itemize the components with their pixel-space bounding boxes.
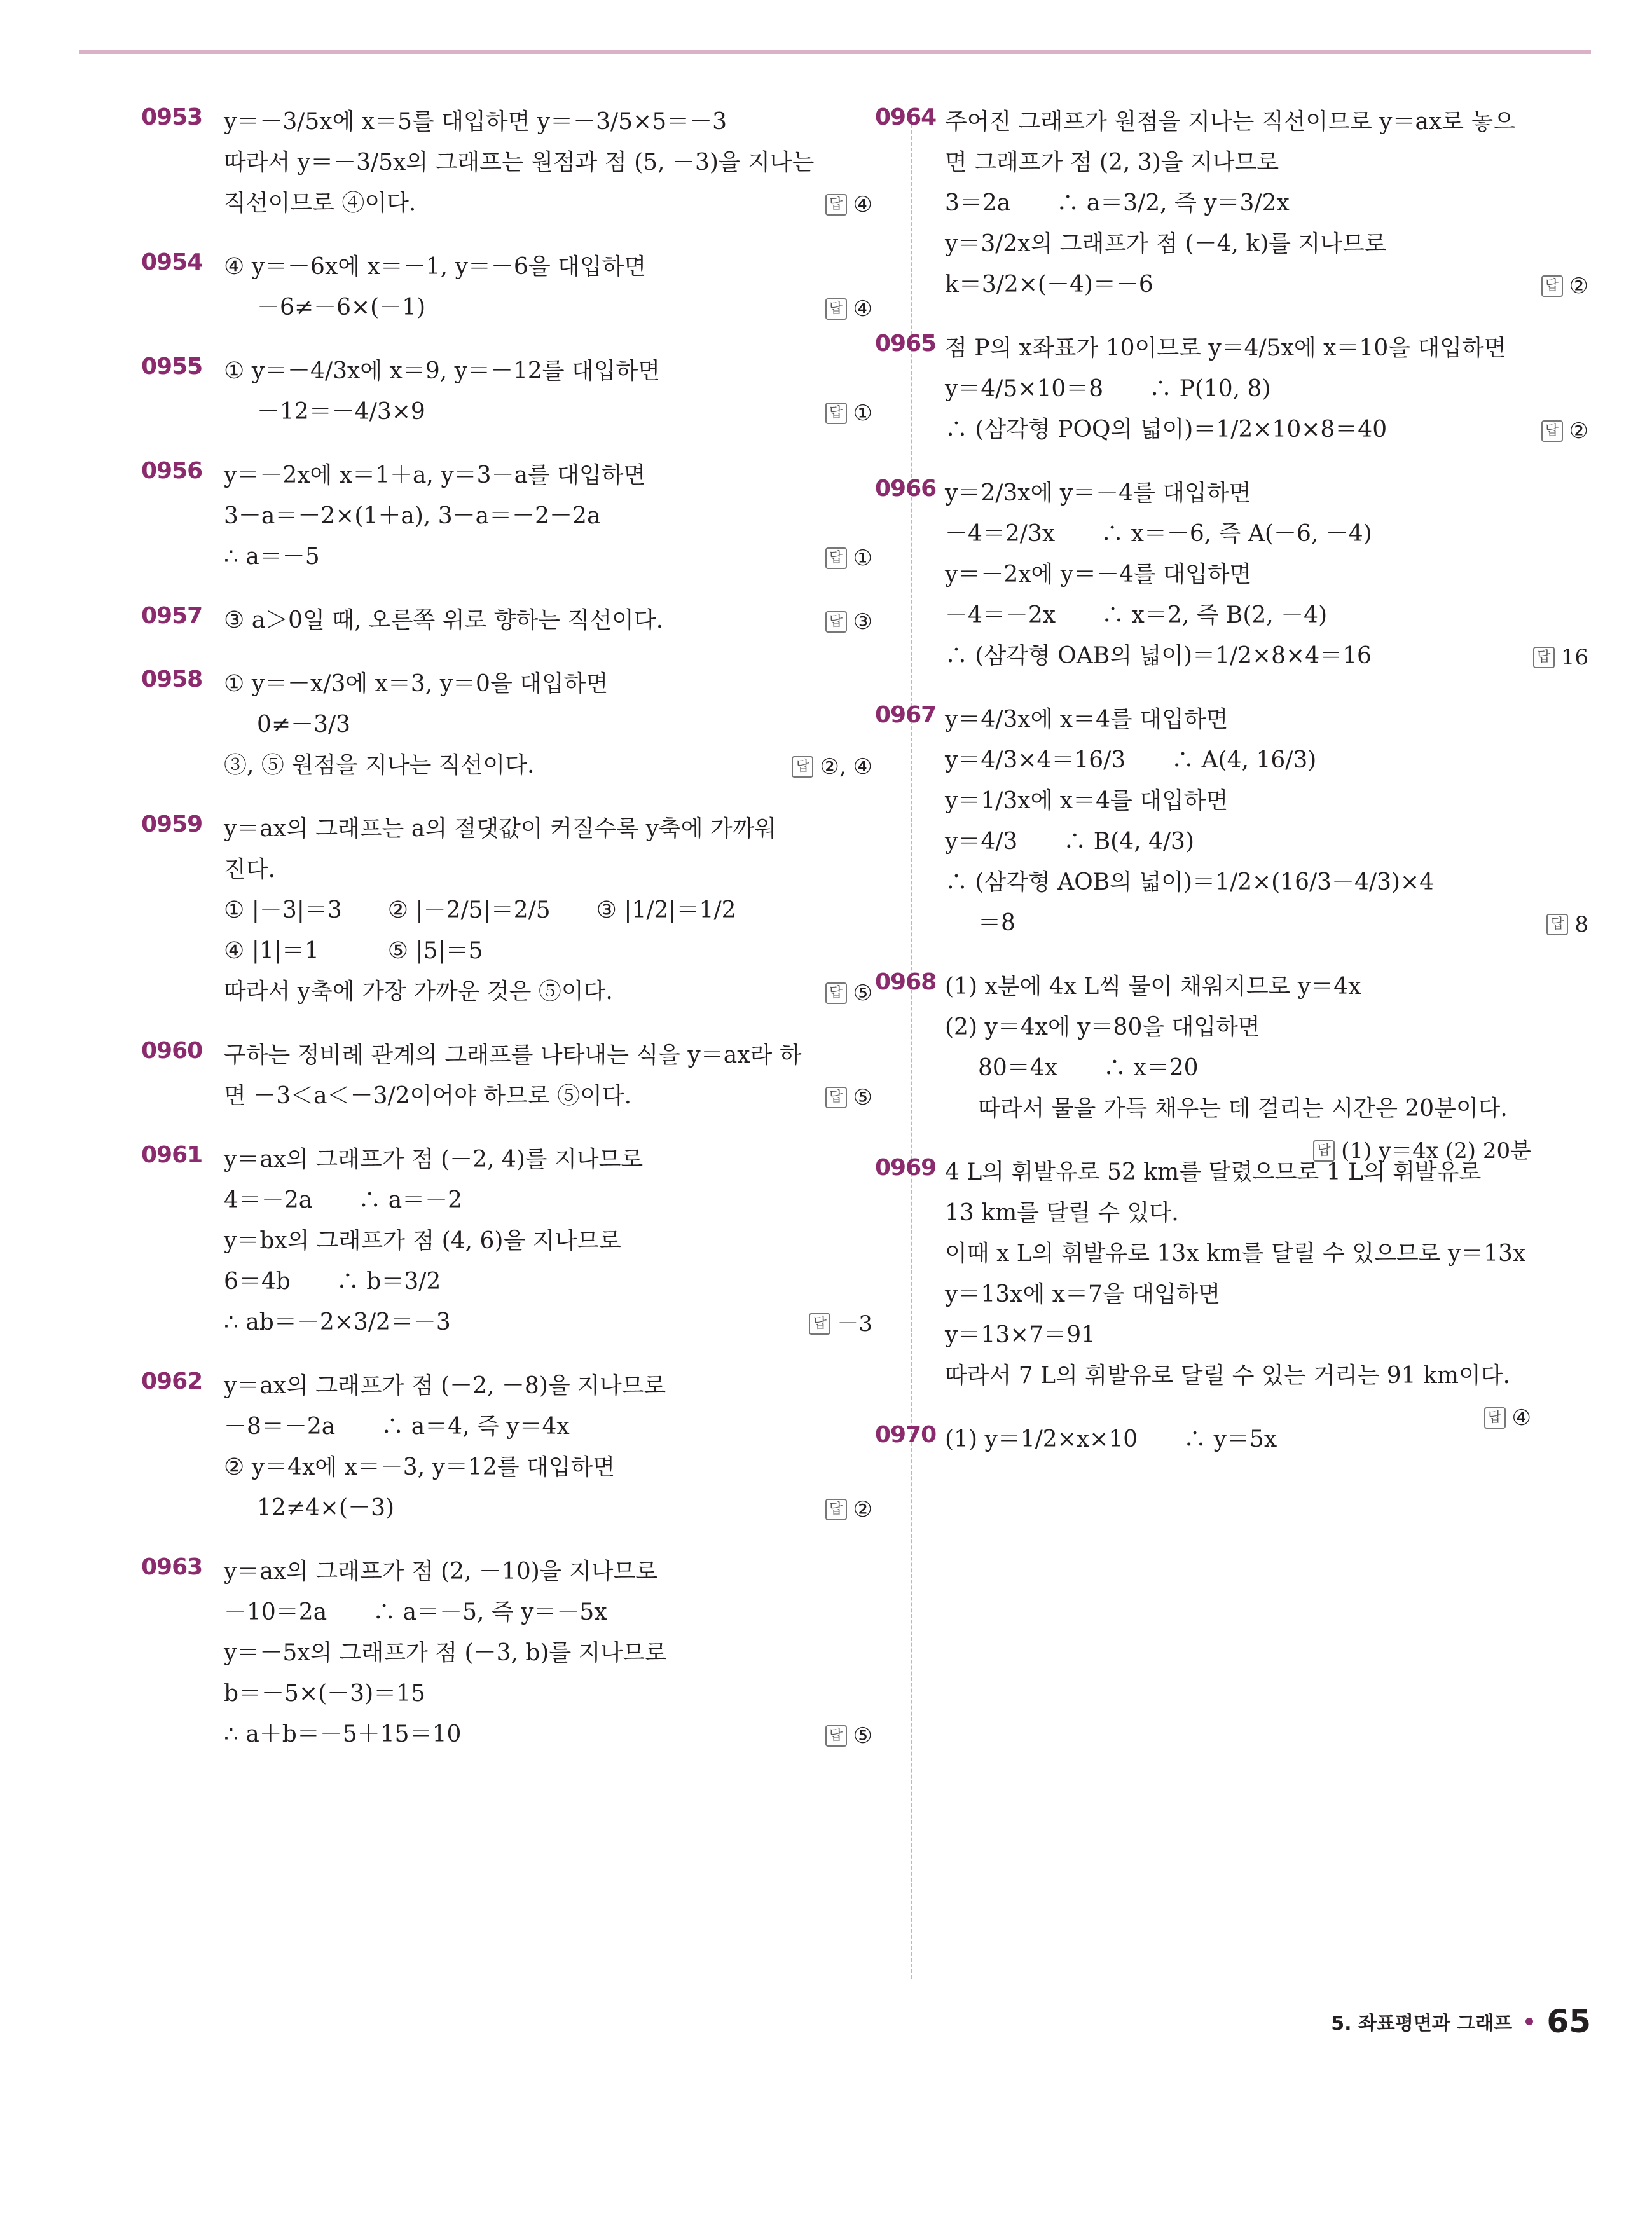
answer-label-icon: 답	[825, 298, 847, 320]
answer	[1533, 636, 1588, 678]
solution-line	[945, 636, 1588, 677]
solution-line	[945, 410, 1588, 450]
solution-line	[945, 699, 1588, 740]
solution-text: y＝－5x의 그래프가 점 (－3, b)를 지나므로	[224, 1640, 667, 1666]
solution-text: y＝4/3×4＝16/3 ∴ A(4, 16/3)	[945, 747, 1317, 773]
solution-text: y＝2/3x에 y＝－4를 대입하면	[945, 480, 1251, 506]
solution-line	[945, 740, 1588, 781]
solution-line	[945, 1193, 1588, 1234]
solution-text: ∴ (삼각형 OAB의 넓이)＝1/2×8×4＝16	[945, 643, 1372, 669]
solution-text: y＝3/2x의 그래프가 점 (－4, k)를 지나므로	[945, 231, 1387, 257]
answer-value: －3	[837, 1311, 872, 1337]
answer-value: ②	[1569, 418, 1588, 444]
answer-label-icon: 답	[825, 1087, 847, 1108]
answer	[792, 745, 872, 787]
solution-text: ∴ (삼각형 POQ의 넓이)＝1/2×10×8＝40	[945, 416, 1387, 443]
solution-text: ② y＝4x에 x＝－3, y＝12를 대입하면	[224, 1454, 616, 1480]
answer-label-icon: 답	[825, 403, 847, 424]
answer-label-icon: 답	[1533, 647, 1555, 668]
solution-line	[224, 890, 872, 931]
solution-line	[945, 224, 1588, 265]
solution-text: －8＝－2a ∴ a＝4, 즉 y＝4x	[224, 1414, 570, 1440]
solution-line	[224, 1488, 872, 1529]
answer-label-icon: 답	[1484, 1407, 1506, 1429]
answer-value: ②, ④	[820, 754, 872, 780]
answer-value: ①	[853, 546, 872, 571]
solution-line	[945, 1419, 1588, 1460]
solution-text: 12≠4×(－3)	[257, 1495, 395, 1521]
left-column	[141, 102, 872, 1778]
solution-text: ① y＝－4/3x에 x＝9, y＝－12를 대입하면	[224, 358, 661, 384]
solution-line	[224, 600, 872, 641]
problem-number: 0970	[875, 1422, 937, 1448]
solution-text: ④ y＝－6x에 x＝－1, y＝－6을 대입하면	[224, 254, 647, 280]
solution-text: k＝3/2×(－4)＝－6	[945, 272, 1153, 298]
solution-line	[945, 1048, 1588, 1089]
solution-line	[945, 862, 1588, 903]
solution-line	[224, 1633, 872, 1674]
answer-value: ②	[1569, 273, 1588, 299]
problem-number: 0956	[141, 458, 203, 484]
solution-text: 3＝2a ∴ a＝3/2, 즉 y＝3/2x	[945, 190, 1290, 216]
problem-0956	[141, 455, 872, 577]
solution-text: ∴ (삼각형 AOB의 넓이)＝1/2×(16/3－4/3)×4	[945, 869, 1435, 895]
solution-line	[224, 1180, 872, 1221]
solution-text: y＝－2x에 x＝1＋a, y＝3－a를 대입하면	[224, 462, 646, 488]
answer-label-icon: 답	[809, 1313, 830, 1335]
solution-text: ③ a＞0일 때, 오른쪽 위로 향하는 직선이다.	[224, 607, 664, 633]
solution-text: y＝13x에 x＝7을 대입하면	[945, 1281, 1221, 1307]
column-divider	[911, 125, 912, 1979]
page-number: 65	[1546, 2003, 1591, 2040]
solution-text: －4＝－2x ∴ x＝2, 즉 B(2, －4)	[945, 602, 1328, 628]
solution-line	[945, 554, 1588, 595]
answer-label-icon: 답	[825, 194, 847, 216]
answer	[825, 287, 872, 329]
solution-line	[945, 1234, 1588, 1274]
solution-line	[224, 455, 872, 496]
solution-line	[945, 967, 1588, 1007]
solution-line	[224, 1366, 872, 1407]
solution-text: y＝1/3x에 x＝4를 대입하면	[945, 788, 1229, 814]
problem-number: 0968	[875, 969, 937, 995]
answer-value: ③	[853, 609, 872, 635]
solution-line	[224, 1447, 872, 1488]
solution-text: 13 km를 달릴 수 있다.	[945, 1200, 1179, 1226]
answer	[825, 1714, 872, 1756]
answer-value: ⑤	[853, 981, 872, 1006]
problem-number: 0967	[875, 702, 937, 728]
answer-label-icon: 답	[792, 756, 813, 778]
answer-value: ⑤	[853, 1085, 872, 1110]
solution-line	[945, 1356, 1588, 1396]
solution-line	[224, 664, 872, 705]
answer-value: ①	[853, 401, 872, 426]
solution-text: 4 L의 휘발유로 52 km를 달렸으므로 1 L의 휘발유로	[945, 1159, 1482, 1185]
answer	[1541, 410, 1588, 451]
solution-text: y＝4/3 ∴ B(4, 4/3)	[945, 829, 1194, 855]
solution-text: －4＝2/3x ∴ x＝－6, 즉 A(－6, －4)	[945, 521, 1372, 547]
problem-0967	[875, 699, 1588, 944]
problem-number: 0963	[141, 1554, 203, 1580]
solution-text: ∴ a＝－5	[224, 544, 320, 570]
solution-text: y＝－2x에 y＝－4를 대입하면	[945, 561, 1252, 588]
problem-number: 0955	[141, 354, 203, 380]
solution-line	[224, 1714, 872, 1755]
problem-0955	[141, 351, 872, 432]
footer	[1331, 2003, 1591, 2040]
solution-line	[945, 595, 1588, 636]
solution-text: ③, ⑤ 원점을 지나는 직선이다.	[224, 752, 535, 778]
solution-line	[945, 903, 1588, 944]
solution-line	[224, 1302, 872, 1343]
solution-text: 따라서 y＝－3/5x의 그래프는 원점과 점 (5, －3)을 지나는	[224, 149, 815, 176]
problem-number: 0960	[141, 1038, 203, 1064]
answer-value: (1) y＝4x (2) 20분	[1341, 1138, 1531, 1164]
answer	[809, 1302, 872, 1344]
solution-text: －10＝2a ∴ a＝－5, 즉 y＝－5x	[224, 1599, 607, 1625]
solution-line	[224, 247, 872, 287]
solution-text: 면 －3＜a＜－3/2이어야 하므로 ⑤이다.	[224, 1083, 632, 1109]
problem-number: 0958	[141, 666, 203, 692]
solution-line	[224, 972, 872, 1012]
solution-line	[224, 1139, 872, 1180]
solution-line	[224, 183, 872, 224]
problem-0965	[875, 328, 1588, 450]
solution-line	[224, 287, 872, 328]
answer-value: ⑤	[853, 1723, 872, 1749]
answer-label-icon: 답	[825, 1725, 847, 1747]
answer	[825, 183, 872, 225]
answer	[1541, 265, 1588, 306]
solution-text: 따라서 y축에 가장 가까운 것은 ⑤이다.	[224, 979, 613, 1005]
solution-line	[945, 1152, 1588, 1193]
solution-text: 점 P의 x좌표가 10이므로 y＝4/5x에 x＝10을 대입하면	[945, 335, 1506, 361]
solution-text: y＝－3/5x에 x＝5를 대입하면 y＝－3/5×5＝－3	[224, 109, 727, 135]
solution-text: y＝ax의 그래프가 점 (－2, 4)를 지나므로	[224, 1146, 644, 1173]
solution-line	[224, 392, 872, 432]
problem-number: 0953	[141, 104, 203, 130]
problem-0966	[875, 473, 1588, 677]
answer-label-icon: 답	[1541, 275, 1563, 297]
solution-text: 6＝4b ∴ b＝3/2	[224, 1269, 441, 1295]
answer-value: 8	[1574, 912, 1588, 937]
solution-line	[224, 1592, 872, 1633]
problem-number: 0969	[875, 1155, 937, 1181]
solution-line	[945, 265, 1588, 305]
solution-line	[224, 496, 872, 537]
solution-text: y＝ax의 그래프가 점 (2, －10)을 지나므로	[224, 1559, 658, 1585]
answer-value: 16	[1560, 645, 1588, 670]
solution-line	[224, 850, 872, 890]
solution-line	[945, 183, 1588, 224]
solution-line	[945, 1274, 1588, 1315]
solution-line	[945, 781, 1588, 822]
solution-line	[224, 1076, 872, 1117]
solution-line	[224, 1674, 872, 1714]
answer-label-icon: 답	[825, 1499, 847, 1520]
right-column	[875, 102, 1588, 1483]
problem-0968	[875, 967, 1588, 1164]
answer	[825, 1076, 872, 1118]
answer-value: ④	[853, 192, 872, 217]
solution-text: ① y＝－x/3에 x＝3, y＝0을 대입하면	[224, 671, 609, 697]
solution-line	[945, 822, 1588, 862]
problem-number: 0954	[141, 249, 203, 275]
solution-text: 3－a＝－2×(1＋a), 3－a＝－2－2a	[224, 503, 601, 529]
solution-text: y＝13×7＝91	[945, 1322, 1096, 1348]
solution-text: ＝8	[978, 910, 1015, 936]
problem-number: 0962	[141, 1368, 203, 1394]
answer	[825, 537, 872, 579]
solution-text: 구하는 정비례 관계의 그래프를 나타내는 식을 y＝ax라 하	[224, 1042, 802, 1068]
problem-0953	[141, 102, 872, 224]
solution-text: y＝ax의 그래프가 점 (－2, －8)을 지나므로	[224, 1373, 666, 1399]
problem-number: 0957	[141, 603, 203, 629]
solution-text: 따라서 물을 가득 채우는 데 걸리는 시간은 20분이다.	[978, 1096, 1508, 1122]
answer-label-icon: 답	[1541, 420, 1563, 442]
solution-line	[224, 1552, 872, 1592]
solution-text: 따라서 7 L의 휘발유로 달릴 수 있는 거리는 91 km이다.	[945, 1363, 1510, 1389]
problem-0970	[875, 1419, 1588, 1460]
problem-0958	[141, 664, 872, 786]
answer-value: ②	[853, 1497, 872, 1522]
top-rule	[79, 50, 1591, 54]
solution-line	[945, 369, 1588, 410]
solution-line	[945, 1315, 1588, 1356]
solution-text: 주어진 그래프가 원점을 지나는 직선이므로 y＝ax로 놓으	[945, 109, 1516, 135]
solution-text: 이때 x L의 휘발유로 13x km를 달릴 수 있으므로 y＝13x	[945, 1241, 1526, 1267]
solution-line	[224, 1407, 872, 1447]
answer-label-icon: 답	[825, 547, 847, 569]
problem-0964	[875, 102, 1588, 305]
answer-value: ④	[853, 296, 872, 322]
answer-label-icon: 답	[1546, 914, 1568, 935]
solution-line	[945, 142, 1588, 183]
solution-text: (2) y＝4x에 y＝80을 대입하면	[945, 1014, 1260, 1040]
problem-0954	[141, 247, 872, 328]
solution-text: y＝bx의 그래프가 점 (4, 6)을 지나므로	[224, 1228, 621, 1254]
solution-text: 4＝－2a ∴ a＝－2	[224, 1187, 463, 1213]
answer-label-icon: 답	[825, 982, 847, 1004]
solution-line	[945, 102, 1588, 142]
solution-text: (1) x분에 4x L씩 물이 채워지므로 y＝4x	[945, 974, 1361, 1000]
solution-line	[224, 705, 872, 745]
solution-line	[945, 473, 1588, 514]
solution-text: 80＝4x ∴ x＝20	[978, 1055, 1199, 1081]
solution-line	[224, 142, 872, 183]
problem-0969	[875, 1152, 1588, 1431]
solution-text: (1) y＝1/2×x×10 ∴ y＝5x	[945, 1426, 1277, 1452]
answer-label-icon: 답	[1313, 1140, 1335, 1162]
problem-0962	[141, 1366, 872, 1529]
problem-number: 0965	[875, 331, 937, 357]
solution-line	[224, 351, 872, 392]
solution-line	[945, 514, 1588, 554]
solution-line	[224, 931, 872, 972]
problem-number: 0966	[875, 476, 937, 502]
solution-line	[945, 328, 1588, 369]
problem-number: 0959	[141, 811, 203, 837]
problem-0957	[141, 600, 872, 641]
solution-text: ④ |1|＝1 ⑤ |5|＝5	[224, 938, 483, 964]
solution-text: －6≠－6×(－1)	[257, 294, 426, 320]
solution-text: ∴ ab＝－2×3/2＝－3	[224, 1309, 451, 1335]
solution-line	[945, 1007, 1588, 1048]
problem-number: 0964	[875, 104, 937, 130]
solution-line	[945, 1089, 1588, 1129]
problem-0960	[141, 1035, 872, 1117]
solution-text: 면 그래프가 점 (2, 3)을 지나므로	[945, 149, 1279, 176]
problem-0963	[141, 1552, 872, 1755]
solution-line	[224, 809, 872, 850]
answer	[825, 1488, 872, 1530]
answer	[825, 972, 872, 1014]
problem-0961	[141, 1139, 872, 1343]
solution-text: ∴ a＋b＝－5＋15＝10	[224, 1721, 462, 1747]
solution-line	[224, 1262, 872, 1302]
bullet-icon	[1525, 2018, 1533, 2025]
answer	[1546, 903, 1588, 945]
problem-number: 0961	[141, 1142, 203, 1168]
solution-line	[224, 1221, 872, 1262]
solution-text: 0≠－3/3	[257, 712, 351, 738]
solution-text: y＝4/5×10＝8 ∴ P(10, 8)	[945, 376, 1271, 402]
solution-text: －12＝－4/3×9	[257, 399, 425, 425]
solution-text: 진다.	[224, 857, 275, 883]
solution-line	[224, 745, 872, 786]
answer-label-icon: 답	[825, 611, 847, 633]
solution-text: b＝－5×(－3)＝15	[224, 1681, 425, 1707]
answer	[825, 392, 872, 434]
solution-text: y＝4/3x에 x＝4를 대입하면	[945, 706, 1229, 733]
answer-value: ④	[1511, 1405, 1531, 1431]
solution-text: y＝ax의 그래프는 a의 절댓값이 커질수록 y축에 가까워	[224, 816, 777, 842]
solution-line	[224, 1035, 872, 1076]
footer-chapter: 5. 좌표평면과 그래프	[1331, 2013, 1513, 2035]
answer	[825, 600, 872, 642]
problem-0959	[141, 809, 872, 1012]
solution-text: 직선이므로 ④이다.	[224, 190, 416, 216]
solution-line	[224, 102, 872, 142]
solution-text: ① |－3|＝3 ② |－2/5|＝2/5 ③ |1/2|＝1/2	[224, 897, 736, 923]
solution-line	[224, 537, 872, 577]
